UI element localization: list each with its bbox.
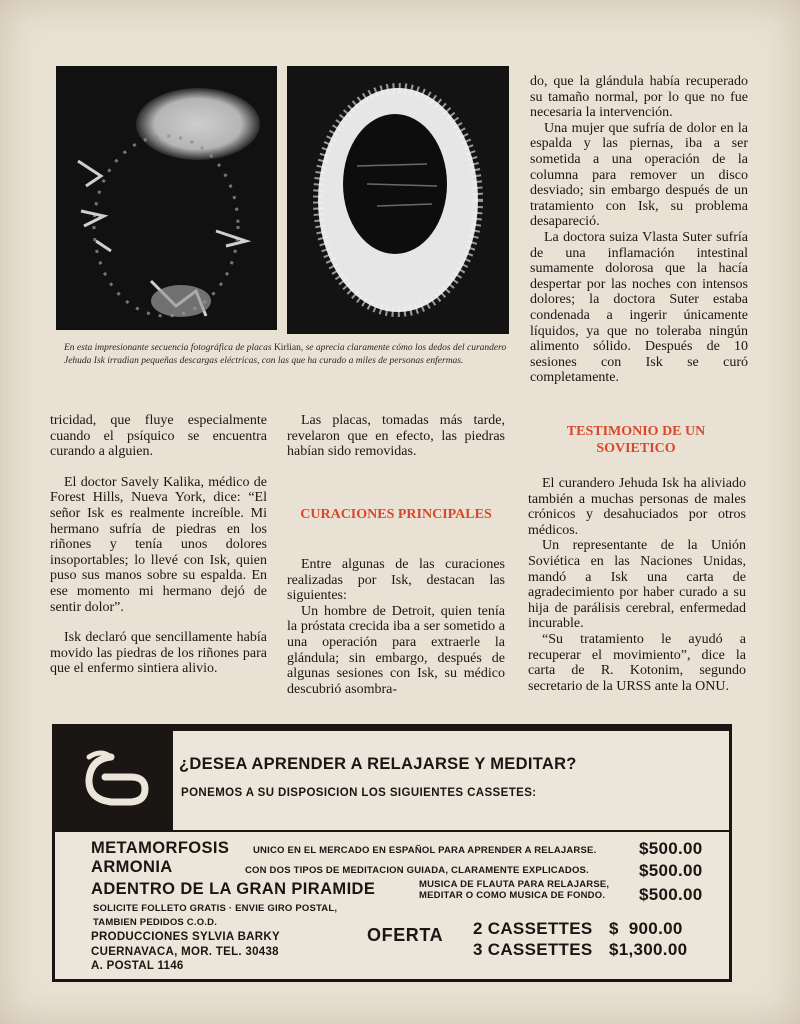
paragraph: Isk declaró que sencillamente había movido las piedras de los riñones para que el enfermo sintiera alivio.	[50, 630, 267, 677]
article-column-left	[50, 413, 267, 692]
paragraph: “Su tratamiento le ayudó a recuperar el movimiento”, dice la carta de R. Kotonim, segundo secretario de la URSS ante la ONU.	[528, 631, 746, 694]
paragraph: Las placas, tomadas más tarde, revelaron que en efecto, las piedras habían sido removidas.	[287, 413, 505, 460]
logo-s-icon	[55, 727, 173, 830]
article-column-right-bottom	[528, 476, 746, 694]
product-price: $500.00	[639, 861, 703, 880]
offer-qty: 3 CASSETTES	[473, 940, 593, 959]
offer-price: $1,300.00	[609, 940, 688, 959]
ad-divider	[55, 830, 729, 832]
offer-qty: 2 CASSETTES	[473, 919, 593, 938]
ad-info-line: TAMBIEN PEDIDOS C.O.D.	[93, 917, 218, 928]
paragraph: Una mujer que sufría de dolor en la espalda y las piernas, iba a ser sometida a una operación de la columna para remover un disco desviado; sin embargo después de un tratamiento con Isk, su problema desapareció.	[530, 120, 748, 230]
paragraph: La doctora suiza Vlasta Suter sufría de una inflamación intestinal sumamente dolorosa que la hacía despertar por las noches con intensos dolores; la doctora Suter estaba condenada a ingerir únicamente líquidos, ya que no toleraba ningún alimento sólido. Después de 10 sesiones con Isk se curó completamente.	[530, 229, 748, 386]
ad-info-line: SOLICITE FOLLETO GRATIS · ENVIE GIRO POSTAL,	[93, 903, 338, 914]
cassette-advertisement	[52, 724, 732, 982]
section-heading-testimonio: TESTIMONIO DE UN SOVIETICO	[566, 424, 706, 456]
paragraph: do, que la glándula había recuperado su tamaño normal, por lo que no fue necesaria la intervención.	[530, 74, 748, 121]
ad-top-rule	[173, 727, 729, 731]
product-name: ARMONIA	[91, 858, 173, 876]
article-column-middle-bottom	[287, 557, 505, 697]
product-price: $500.00	[639, 839, 703, 858]
product-price: $500.00	[639, 885, 703, 904]
offer-price: $ 900.00	[609, 919, 683, 938]
paragraph: Un representante de la Unión Soviética en las Naciones Unidas, mandó a Isk una carta de agradecimiento por haber curado a su hija de parálisis cerebral, enfermedad incurable.	[528, 538, 746, 632]
producer-address: PRODUCCIONES SYLVIA BARKY CUERNAVACA, MOR. TEL. 30438 A. POSTAL 1146	[91, 931, 280, 972]
section-heading-curaciones: CURACIONES PRINCIPALES	[300, 507, 492, 522]
paragraph: El doctor Savely Kalika, médico de Forest Hills, Nueva York, dice: “El señor Isk es realmente increíble. Mi hermano sufría de piedras en los riñones y tenía unos dolores insoportables; lo llevé con Isk, quien puso sus manos sobre su espalda. En ese momento mi hermano dejó de sentir dolor”.	[50, 474, 267, 615]
product-description: UNICO EN EL MERCADO EN ESPAÑOL PARA APRENDER A RELAJARSE.	[253, 845, 597, 856]
paragraph: Entre algunas de las curaciones realizadas por Isk, destacan las siguientes:	[287, 557, 505, 604]
offer-label: OFERTA	[367, 925, 444, 945]
product-description: CON DOS TIPOS DE MEDITACION GUIADA, CLARAMENTE EXPLICADOS.	[245, 865, 589, 876]
ad-subtitle: PONEMOS A SU DISPOSICION LOS SIGUIENTES CASSETES:	[181, 787, 537, 799]
product-name: METAMORFOSIS	[91, 839, 230, 857]
paragraph: El curandero Jehuda Isk ha aliviado también a muchas personas de males crónicos y desahuciados por otros médicos.	[528, 476, 746, 538]
kirlian-photo-left	[56, 66, 277, 330]
article-column-right-top	[530, 74, 748, 386]
photo-caption: En esta impresionante secuencia fotográfica de placas Kirlian, se aprecia claramente cómo los dedos del curandero Jehuda Isk irradian pequeñas descargas eléctricas, con las que ha curado a miles de personas enfermas.	[64, 343, 507, 366]
product-description: MUSICA DE FLAUTA PARA RELAJARSE, MEDITAR O COMO MUSICA DE FONDO.	[419, 879, 610, 901]
paragraph: Un hombre de Detroit, quien tenía la próstata crecida iba a ser sometido a una operación para extraerle la glándula; sin embargo, después de algunas sesiones con Isk, su médico descubrió asombra-	[287, 603, 505, 697]
paragraph: tricidad, que fluye especialmente cuando el psíquico se encuentra curando a alguien.	[50, 413, 267, 460]
brand-logo	[55, 727, 173, 830]
ad-title: ¿DESEA APRENDER A RELAJARSE Y MEDITAR?	[179, 755, 577, 773]
kirlian-photo-right	[287, 66, 509, 334]
article-column-middle-top	[287, 413, 505, 460]
product-name: ADENTRO DE LA GRAN PIRAMIDE	[91, 880, 376, 898]
